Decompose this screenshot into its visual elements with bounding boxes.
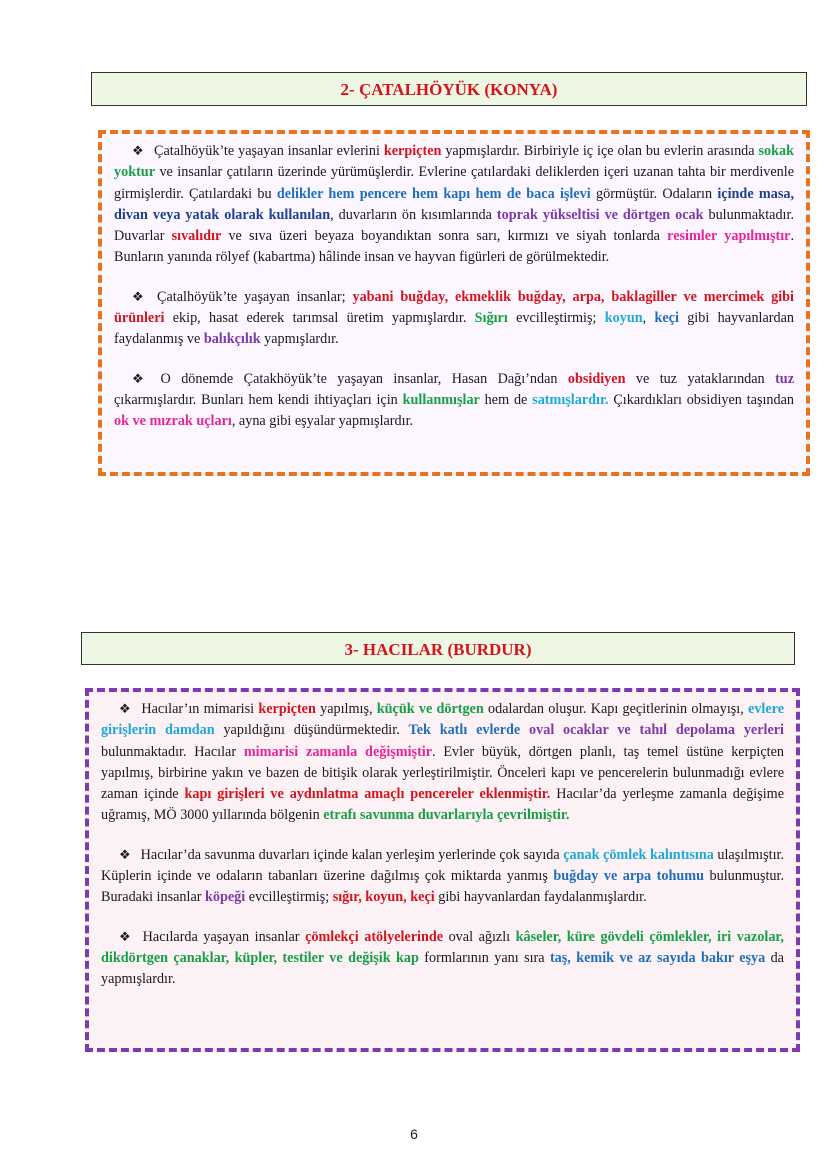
bullet-diamond-icon: ❖ — [132, 143, 145, 158]
paragraph: ❖ Hacılar’ın mimarisi kerpiçten yapılmış, küçük ve dörtgen odalardan oluşur. Kapı geçitlerinin olmayışı, evlere girişlerin damdan yapıldığını düşündürmektedir. Tek katlı evlerde oval ocaklar ve tahıl depolama yerleri bulunmaktadır. Hacılar mimarisi zamanla değişmiştir. Evler büyük, dörtgen planlı, taş temel üstüne kerpiçten yapılmış, birbirine yakın ve bazen de bitişik olarak yerleştirilmiştir. Önceleri kapı ve pencerelerin bulunmadığı evlere zaman içinde kapı girişleri ve aydınlatma amaçlı pencereler eklenmiştir. Hacılar’da yerleşme zamanla değişime uğramış, MÖ 3000 yıllarında bölgenin etrafı savunma duvarlarıyla çevrilmiştir. — [101, 701, 785, 824]
paragraph: ❖ Hacılar’da savunma duvarları içinde kalan yerleşim yerlerinde çok sayıda çanak çömlek kalıntısına ulaşılmıştır. Küplerin içinde ve odaların tabanları üzerine dağılmış çok miktarda yanmış buğday ve arpa tohumu bulunmuştur. Buradaki insanlar köpeği evcilleştirmiş; sığır, koyun, keçi gibi hayvanlardan faydalanmışlardır. — [101, 846, 785, 906]
paragraph: ❖ Çatalhöyük’te yaşayan insanlar; yabani buğday, ekmeklik buğday, arpa, baklagiller ve mercimek gibi ürünleri ekip, hasat ederek tarımsal üretim yapmışlardır. Sığırı evcilleştirmiş; koyun, keçi gibi hayvanlardan faydalanmış ve balıkçılık yapmışlardır. — [114, 288, 794, 348]
catalhoyuk-text-panel — [98, 130, 810, 476]
paragraph: ❖ Çatalhöyük’te yaşayan insanlar evlerini kerpiçten yapmışlardır. Birbiriyle iç içe olan bu evlerin arasında sokak yoktur ve insanlar çatıların üzerinde yürümüşlerdir. Evlerine çatılardaki deliklerden içeri uzanan tahta bir merdivenle girmişlerdir. Çatılardaki bu delikler hem pencere hem kapı hem de baca işlevi görmüştür. Odaların içinde masa, divan veya yatak olarak kullanılan, duvarların ön kısımlarında toprak yükseltisi ve dörtgen ocak bulunmaktadır. Duvarlar sıvalıdır ve sıva üzeri beyaza boyandıktan sonra sarı, kırmızı ve siyah tonlarda resimler yapılmıştır. Bunların yanında rölyef (kabartma) hâlinde insan ve hayvan figürleri de görülmektedir. — [114, 143, 795, 266]
bullet-diamond-icon: ❖ — [132, 288, 148, 304]
bullet-diamond-icon: ❖ — [132, 370, 151, 386]
page-number: 6 — [410, 1126, 418, 1142]
bullet-diamond-icon: ❖ — [119, 701, 132, 716]
paragraph: ❖ O dönemde Çatakhöyük’te yaşayan insanlar, Hasan Dağı’ndan obsidiyen ve tuz yataklarından tuz çıkarmışlardır. Bunları hem kendi ihtiyaçları için kullanmışlar hem de satmışlardır. Çıkardıkları obsidiyen taşından ok ve mızrak uçları, ayna gibi eşyalar yapmışlardır. — [114, 370, 794, 430]
section-title-catalhoyuk: 2- ÇATALHÖYÜK (KONYA) — [91, 72, 807, 106]
hacilar-text-panel — [85, 688, 800, 1052]
section-title-hacilar: 3- HACILAR (BURDUR) — [81, 632, 795, 665]
paragraph: ❖ Hacılarda yaşayan insanlar çömlekçi atölyelerinde oval ağızlı kâseler, küre gövdeli çömlekler, iri vazolar, dikdörtgen çanaklar, küpler, testiler ve değişik kap formlarının yanı sıra taş, kemik ve az sayıda bakır eşya da yapmışlardır. — [101, 928, 784, 988]
bullet-diamond-icon: ❖ — [119, 846, 131, 862]
bullet-diamond-icon: ❖ — [119, 928, 133, 944]
